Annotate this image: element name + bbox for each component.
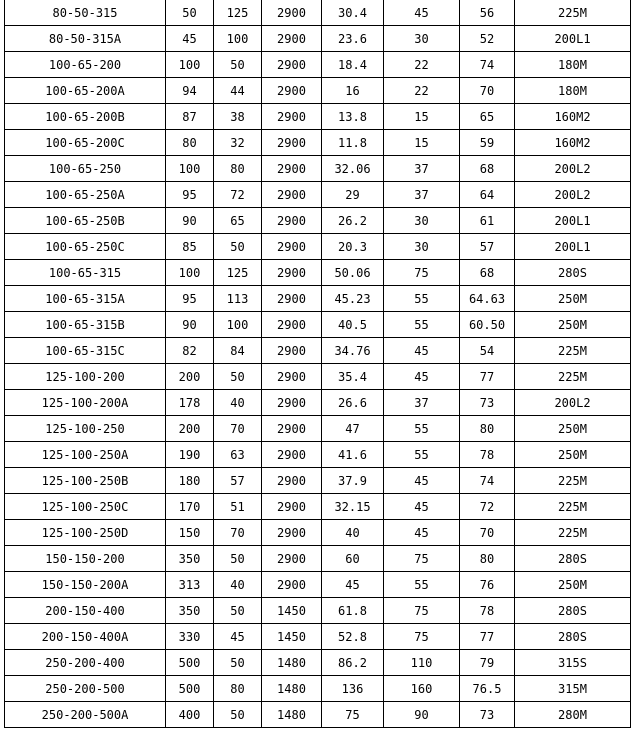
speed-cell: 2900 <box>262 312 322 338</box>
head-cell: 44 <box>214 78 262 104</box>
head-cell: 57 <box>214 468 262 494</box>
flow-cell: 80 <box>166 130 214 156</box>
motor-power-cell: 30 <box>384 208 460 234</box>
efficiency-cell: 60.50 <box>460 312 515 338</box>
speed-cell: 2900 <box>262 416 322 442</box>
motor-frame-cell: 180M <box>515 78 631 104</box>
motor-power-cell: 55 <box>384 442 460 468</box>
speed-cell: 2900 <box>262 78 322 104</box>
efficiency-cell: 73 <box>460 702 515 728</box>
flow-cell: 178 <box>166 390 214 416</box>
shaft-power-cell: 61.8 <box>322 598 384 624</box>
motor-power-cell: 30 <box>384 26 460 52</box>
model-cell: 250-200-500A <box>5 702 166 728</box>
speed-cell: 2900 <box>262 546 322 572</box>
motor-frame-cell: 200L1 <box>515 208 631 234</box>
motor-frame-cell: 225M <box>515 0 631 26</box>
speed-cell: 2900 <box>262 442 322 468</box>
shaft-power-cell: 136 <box>322 676 384 702</box>
efficiency-cell: 76.5 <box>460 676 515 702</box>
table-row <box>5 702 631 728</box>
motor-frame-cell: 180M <box>515 52 631 78</box>
model-cell: 125-100-250C <box>5 494 166 520</box>
motor-frame-cell: 160M2 <box>515 104 631 130</box>
flow-cell: 200 <box>166 416 214 442</box>
speed-cell: 2900 <box>262 234 322 260</box>
motor-power-cell: 45 <box>384 468 460 494</box>
efficiency-cell: 79 <box>460 650 515 676</box>
model-cell: 100-65-250 <box>5 156 166 182</box>
flow-cell: 500 <box>166 676 214 702</box>
flow-cell: 100 <box>166 260 214 286</box>
table-row <box>5 182 631 208</box>
model-cell: 80-50-315A <box>5 26 166 52</box>
flow-cell: 350 <box>166 546 214 572</box>
shaft-power-cell: 32.06 <box>322 156 384 182</box>
motor-frame-cell: 250M <box>515 442 631 468</box>
efficiency-cell: 80 <box>460 416 515 442</box>
shaft-power-cell: 47 <box>322 416 384 442</box>
efficiency-cell: 57 <box>460 234 515 260</box>
table-row <box>5 676 631 702</box>
head-cell: 50 <box>214 234 262 260</box>
head-cell: 40 <box>214 572 262 598</box>
flow-cell: 95 <box>166 286 214 312</box>
speed-cell: 2900 <box>262 0 322 26</box>
motor-frame-cell: 160M2 <box>515 130 631 156</box>
flow-cell: 330 <box>166 624 214 650</box>
head-cell: 50 <box>214 546 262 572</box>
head-cell: 50 <box>214 650 262 676</box>
flow-cell: 85 <box>166 234 214 260</box>
shaft-power-cell: 37.9 <box>322 468 384 494</box>
shaft-power-cell: 16 <box>322 78 384 104</box>
flow-cell: 180 <box>166 468 214 494</box>
motor-frame-cell: 250M <box>515 286 631 312</box>
table-row <box>5 390 631 416</box>
head-cell: 65 <box>214 208 262 234</box>
shaft-power-cell: 41.6 <box>322 442 384 468</box>
flow-cell: 190 <box>166 442 214 468</box>
head-cell: 50 <box>214 702 262 728</box>
table-row <box>5 546 631 572</box>
motor-power-cell: 75 <box>384 546 460 572</box>
shaft-power-cell: 35.4 <box>322 364 384 390</box>
efficiency-cell: 52 <box>460 26 515 52</box>
efficiency-cell: 64 <box>460 182 515 208</box>
efficiency-cell: 70 <box>460 78 515 104</box>
speed-cell: 1480 <box>262 702 322 728</box>
shaft-power-cell: 26.6 <box>322 390 384 416</box>
flow-cell: 150 <box>166 520 214 546</box>
model-cell: 100-65-315A <box>5 286 166 312</box>
shaft-power-cell: 20.3 <box>322 234 384 260</box>
motor-power-cell: 37 <box>384 182 460 208</box>
motor-frame-cell: 280S <box>515 624 631 650</box>
flow-cell: 90 <box>166 312 214 338</box>
motor-power-cell: 15 <box>384 130 460 156</box>
spec-table-body <box>5 0 631 728</box>
head-cell: 84 <box>214 338 262 364</box>
shaft-power-cell: 52.8 <box>322 624 384 650</box>
table-row <box>5 572 631 598</box>
efficiency-cell: 74 <box>460 468 515 494</box>
efficiency-cell: 61 <box>460 208 515 234</box>
model-cell: 80-50-315 <box>5 0 166 26</box>
motor-power-cell: 45 <box>384 0 460 26</box>
speed-cell: 2900 <box>262 260 322 286</box>
efficiency-cell: 72 <box>460 494 515 520</box>
head-cell: 32 <box>214 130 262 156</box>
model-cell: 150-150-200A <box>5 572 166 598</box>
speed-cell: 2900 <box>262 338 322 364</box>
head-cell: 100 <box>214 312 262 338</box>
table-row <box>5 494 631 520</box>
motor-frame-cell: 280S <box>515 546 631 572</box>
motor-frame-cell: 280M <box>515 702 631 728</box>
model-cell: 100-65-200 <box>5 52 166 78</box>
efficiency-cell: 77 <box>460 364 515 390</box>
head-cell: 125 <box>214 260 262 286</box>
motor-power-cell: 45 <box>384 364 460 390</box>
flow-cell: 45 <box>166 26 214 52</box>
motor-power-cell: 75 <box>384 598 460 624</box>
motor-power-cell: 37 <box>384 156 460 182</box>
table-row <box>5 286 631 312</box>
efficiency-cell: 74 <box>460 52 515 78</box>
motor-power-cell: 55 <box>384 312 460 338</box>
head-cell: 50 <box>214 52 262 78</box>
motor-frame-cell: 200L1 <box>515 26 631 52</box>
speed-cell: 2900 <box>262 26 322 52</box>
table-row <box>5 442 631 468</box>
flow-cell: 170 <box>166 494 214 520</box>
efficiency-cell: 54 <box>460 338 515 364</box>
motor-frame-cell: 225M <box>515 520 631 546</box>
head-cell: 63 <box>214 442 262 468</box>
shaft-power-cell: 34.76 <box>322 338 384 364</box>
shaft-power-cell: 18.4 <box>322 52 384 78</box>
shaft-power-cell: 23.6 <box>322 26 384 52</box>
flow-cell: 100 <box>166 156 214 182</box>
shaft-power-cell: 45.23 <box>322 286 384 312</box>
table-row <box>5 416 631 442</box>
model-cell: 100-65-200C <box>5 130 166 156</box>
model-cell: 150-150-200 <box>5 546 166 572</box>
motor-power-cell: 22 <box>384 78 460 104</box>
efficiency-cell: 56 <box>460 0 515 26</box>
shaft-power-cell: 60 <box>322 546 384 572</box>
table-row <box>5 104 631 130</box>
motor-power-cell: 30 <box>384 234 460 260</box>
head-cell: 38 <box>214 104 262 130</box>
efficiency-cell: 68 <box>460 260 515 286</box>
flow-cell: 94 <box>166 78 214 104</box>
shaft-power-cell: 26.2 <box>322 208 384 234</box>
table-row <box>5 260 631 286</box>
model-cell: 125-100-200A <box>5 390 166 416</box>
shaft-power-cell: 50.06 <box>322 260 384 286</box>
speed-cell: 2900 <box>262 468 322 494</box>
efficiency-cell: 73 <box>460 390 515 416</box>
flow-cell: 82 <box>166 338 214 364</box>
head-cell: 45 <box>214 624 262 650</box>
motor-frame-cell: 250M <box>515 312 631 338</box>
efficiency-cell: 70 <box>460 520 515 546</box>
speed-cell: 2900 <box>262 494 322 520</box>
speed-cell: 2900 <box>262 52 322 78</box>
table-row <box>5 208 631 234</box>
model-cell: 125-100-250A <box>5 442 166 468</box>
flow-cell: 90 <box>166 208 214 234</box>
head-cell: 51 <box>214 494 262 520</box>
efficiency-cell: 78 <box>460 598 515 624</box>
speed-cell: 2900 <box>262 208 322 234</box>
shaft-power-cell: 40 <box>322 520 384 546</box>
model-cell: 125-100-200 <box>5 364 166 390</box>
efficiency-cell: 78 <box>460 442 515 468</box>
model-cell: 125-100-250D <box>5 520 166 546</box>
motor-power-cell: 75 <box>384 624 460 650</box>
motor-frame-cell: 225M <box>515 468 631 494</box>
motor-power-cell: 37 <box>384 390 460 416</box>
flow-cell: 95 <box>166 182 214 208</box>
head-cell: 100 <box>214 26 262 52</box>
head-cell: 72 <box>214 182 262 208</box>
shaft-power-cell: 40.5 <box>322 312 384 338</box>
table-row <box>5 468 631 494</box>
motor-frame-cell: 200L1 <box>515 234 631 260</box>
shaft-power-cell: 32.15 <box>322 494 384 520</box>
speed-cell: 2900 <box>262 364 322 390</box>
head-cell: 125 <box>214 0 262 26</box>
head-cell: 80 <box>214 156 262 182</box>
motor-frame-cell: 280S <box>515 260 631 286</box>
model-cell: 100-65-250B <box>5 208 166 234</box>
speed-cell: 2900 <box>262 182 322 208</box>
efficiency-cell: 68 <box>460 156 515 182</box>
speed-cell: 2900 <box>262 104 322 130</box>
head-cell: 70 <box>214 520 262 546</box>
speed-cell: 1450 <box>262 624 322 650</box>
efficiency-cell: 64.63 <box>460 286 515 312</box>
efficiency-cell: 65 <box>460 104 515 130</box>
motor-frame-cell: 250M <box>515 572 631 598</box>
speed-cell: 1480 <box>262 676 322 702</box>
flow-cell: 400 <box>166 702 214 728</box>
shaft-power-cell: 86.2 <box>322 650 384 676</box>
table-row <box>5 598 631 624</box>
model-cell: 250-200-400 <box>5 650 166 676</box>
head-cell: 50 <box>214 598 262 624</box>
table-row <box>5 0 631 26</box>
motor-power-cell: 160 <box>384 676 460 702</box>
efficiency-cell: 76 <box>460 572 515 598</box>
motor-power-cell: 55 <box>384 572 460 598</box>
model-cell: 200-150-400A <box>5 624 166 650</box>
model-cell: 125-100-250 <box>5 416 166 442</box>
table-row <box>5 52 631 78</box>
speed-cell: 2900 <box>262 390 322 416</box>
model-cell: 100-65-315B <box>5 312 166 338</box>
motor-frame-cell: 200L2 <box>515 390 631 416</box>
table-row <box>5 78 631 104</box>
table-row <box>5 130 631 156</box>
flow-cell: 313 <box>166 572 214 598</box>
efficiency-cell: 80 <box>460 546 515 572</box>
motor-power-cell: 45 <box>384 520 460 546</box>
model-cell: 100-65-250C <box>5 234 166 260</box>
motor-power-cell: 45 <box>384 494 460 520</box>
table-row <box>5 520 631 546</box>
flow-cell: 500 <box>166 650 214 676</box>
motor-frame-cell: 280S <box>515 598 631 624</box>
speed-cell: 1480 <box>262 650 322 676</box>
head-cell: 50 <box>214 364 262 390</box>
shaft-power-cell: 30.4 <box>322 0 384 26</box>
motor-power-cell: 90 <box>384 702 460 728</box>
motor-frame-cell: 315M <box>515 676 631 702</box>
speed-cell: 2900 <box>262 520 322 546</box>
speed-cell: 2900 <box>262 130 322 156</box>
flow-cell: 87 <box>166 104 214 130</box>
motor-frame-cell: 225M <box>515 364 631 390</box>
motor-frame-cell: 315S <box>515 650 631 676</box>
table-row <box>5 26 631 52</box>
motor-frame-cell: 200L2 <box>515 156 631 182</box>
motor-frame-cell: 200L2 <box>515 182 631 208</box>
flow-cell: 200 <box>166 364 214 390</box>
table-row <box>5 312 631 338</box>
model-cell: 125-100-250B <box>5 468 166 494</box>
head-cell: 70 <box>214 416 262 442</box>
table-row <box>5 156 631 182</box>
motor-power-cell: 55 <box>384 286 460 312</box>
flow-cell: 350 <box>166 598 214 624</box>
model-cell: 100-65-200A <box>5 78 166 104</box>
table-row <box>5 234 631 260</box>
model-cell: 100-65-250A <box>5 182 166 208</box>
motor-power-cell: 75 <box>384 260 460 286</box>
speed-cell: 2900 <box>262 572 322 598</box>
shaft-power-cell: 45 <box>322 572 384 598</box>
shaft-power-cell: 11.8 <box>322 130 384 156</box>
model-cell: 100-65-315 <box>5 260 166 286</box>
motor-frame-cell: 225M <box>515 494 631 520</box>
head-cell: 80 <box>214 676 262 702</box>
model-cell: 100-65-315C <box>5 338 166 364</box>
motor-power-cell: 55 <box>384 416 460 442</box>
efficiency-cell: 59 <box>460 130 515 156</box>
table-row <box>5 650 631 676</box>
motor-frame-cell: 225M <box>515 338 631 364</box>
motor-power-cell: 45 <box>384 338 460 364</box>
table-row <box>5 338 631 364</box>
pump-spec-table <box>4 0 631 728</box>
speed-cell: 2900 <box>262 286 322 312</box>
model-cell: 200-150-400 <box>5 598 166 624</box>
motor-power-cell: 15 <box>384 104 460 130</box>
shaft-power-cell: 29 <box>322 182 384 208</box>
head-cell: 113 <box>214 286 262 312</box>
efficiency-cell: 77 <box>460 624 515 650</box>
motor-power-cell: 110 <box>384 650 460 676</box>
motor-frame-cell: 250M <box>515 416 631 442</box>
head-cell: 40 <box>214 390 262 416</box>
motor-power-cell: 22 <box>384 52 460 78</box>
flow-cell: 50 <box>166 0 214 26</box>
flow-cell: 100 <box>166 52 214 78</box>
table-row <box>5 364 631 390</box>
speed-cell: 1450 <box>262 598 322 624</box>
model-cell: 250-200-500 <box>5 676 166 702</box>
shaft-power-cell: 13.8 <box>322 104 384 130</box>
model-cell: 100-65-200B <box>5 104 166 130</box>
table-row <box>5 624 631 650</box>
speed-cell: 2900 <box>262 156 322 182</box>
shaft-power-cell: 75 <box>322 702 384 728</box>
